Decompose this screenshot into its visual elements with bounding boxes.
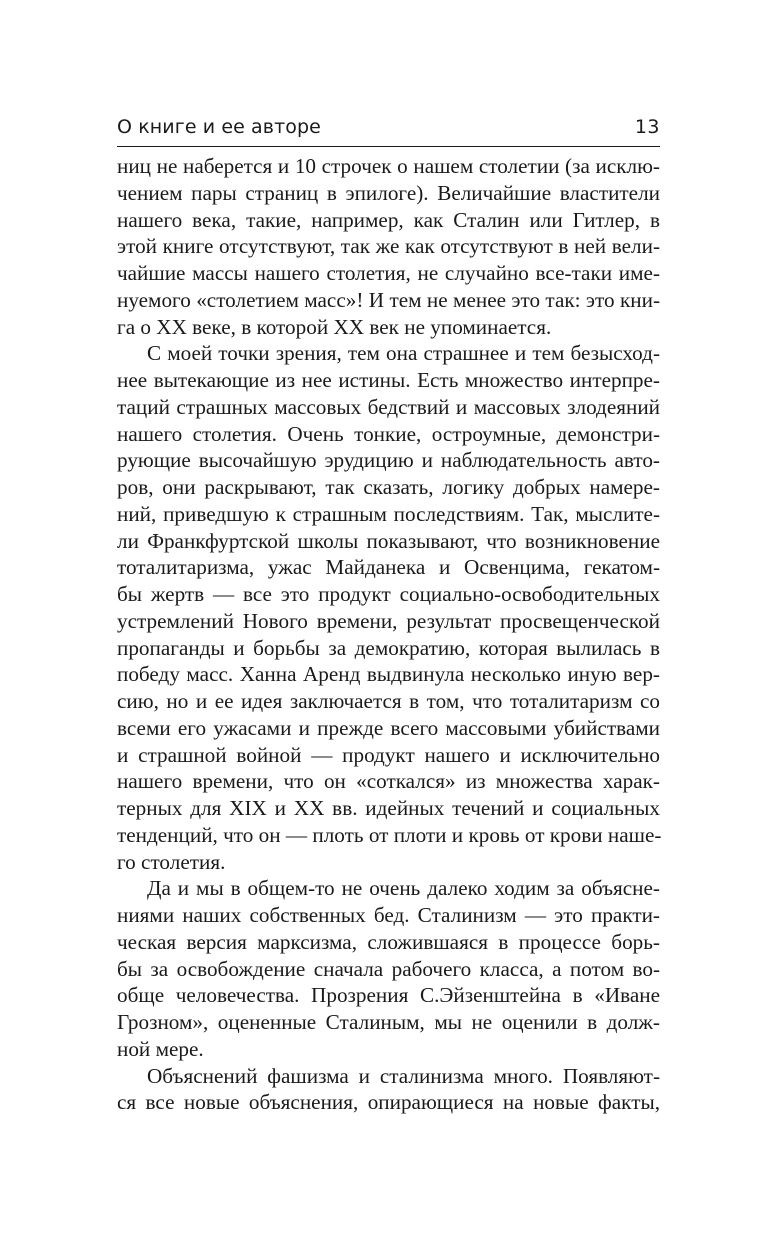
- body-text: [117, 153, 660, 1116]
- text-line: ров, они раскрывают, так сказать, логику добрых намере-: [117, 475, 660, 499]
- text-line: Грозном», оцененные Сталиным, мы не оценили в долж-: [117, 1010, 660, 1034]
- text-line: нашего века, такие, например, как Сталин или Гитлер, в: [117, 207, 660, 232]
- text-line: сию, но и ее идея заключается в том, что тоталитаризм со: [117, 689, 660, 713]
- text-line: обще человечества. Прозрения С.Эйзенштейна в «Иване: [117, 983, 660, 1008]
- text-line: тенденций, что он — плоть от плоти и кровь от крови наше-: [117, 822, 662, 847]
- text-line: ся все новые объяснения, опирающиеся на новые факты,: [117, 1090, 660, 1115]
- text-line: ниями наших собственных бед. Сталинизм — это практи-: [117, 903, 660, 927]
- text-line: всеми его ужасами и прежде всего массовыми убийствами: [117, 715, 660, 740]
- text-line: нашего столетия. Очень тонкие, остроумные, демонстри-: [117, 421, 660, 446]
- text-line: бы жертв — все это продукт социально-освободительных: [117, 582, 660, 606]
- text-line: пропаганды и борьбы за демократию, которая вылилась в: [117, 635, 660, 660]
- paragraph: [117, 340, 660, 875]
- text-line: С моей точки зрения, тем она страшнее и тем безысход-: [147, 341, 660, 366]
- page-number: 13: [634, 116, 660, 138]
- paragraph: [117, 875, 660, 1062]
- paragraph: [117, 153, 660, 340]
- text-line: ний, приведшую к страшным последствиям. Так, мыслите-: [117, 501, 660, 526]
- text-line: ной мере.: [117, 1036, 204, 1061]
- text-line: га о XX веке, в которой XX век не упоминается.: [117, 314, 552, 339]
- book-page: [117, 116, 660, 1116]
- text-line: рующие высочайшую эрудицию и наблюдательность авто-: [117, 448, 660, 473]
- text-line: нее вытекающие из нее истины. Есть множество интерпре-: [117, 368, 660, 392]
- text-line: и страшной войной — продукт нашего и исключительно: [117, 742, 660, 767]
- paragraph: [117, 1063, 660, 1117]
- text-line: го столетия.: [117, 849, 226, 874]
- text-line: ниц не наберется и 10 строчек о нашем столетии (за исклю-: [117, 154, 660, 178]
- text-line: тоталитаризма, ужас Майданека и Освенцима, гекатом-: [117, 555, 660, 580]
- running-head: [117, 116, 660, 147]
- text-line: победу масс. Ханна Аренд выдвинула несколько иную вер-: [117, 662, 660, 687]
- chapter-title: О книге и ее авторе: [117, 116, 321, 138]
- text-line: нуемого «столетием масс»! И тем не менее это так: это кни-: [117, 287, 660, 312]
- text-line: нашего времени, что он «соткался» из множества харак-: [117, 769, 660, 794]
- text-line: Да и мы в общем-то не очень далеко ходим за объясне-: [147, 876, 660, 901]
- text-line: устремлений Нового времени, результат просвещенческой: [117, 608, 660, 633]
- text-line: бы за освобождение сначала рабочего класса, а потом во-: [117, 956, 660, 981]
- text-line: ческая версия марксизма, сложившаяся в процессе борь-: [117, 929, 660, 954]
- text-line: таций страшных массовых бедствий и массовых злодеяний: [117, 394, 660, 419]
- text-line: ли Франкфуртской школы показывают, что возникновение: [117, 528, 660, 553]
- text-line: чением пары страниц в эпилоге). Величайшие властители: [117, 180, 660, 205]
- text-line: этой книге отсутствуют, так же как отсутствуют в ней вели-: [117, 234, 660, 259]
- text-line: чайшие массы нашего столетия, не случайно все-таки име-: [117, 261, 660, 285]
- text-line: Объяснений фашизма и сталинизма много. Появляют-: [147, 1063, 660, 1088]
- text-line: терных для XIX и XX вв. идейных течений и социальных: [117, 796, 660, 820]
